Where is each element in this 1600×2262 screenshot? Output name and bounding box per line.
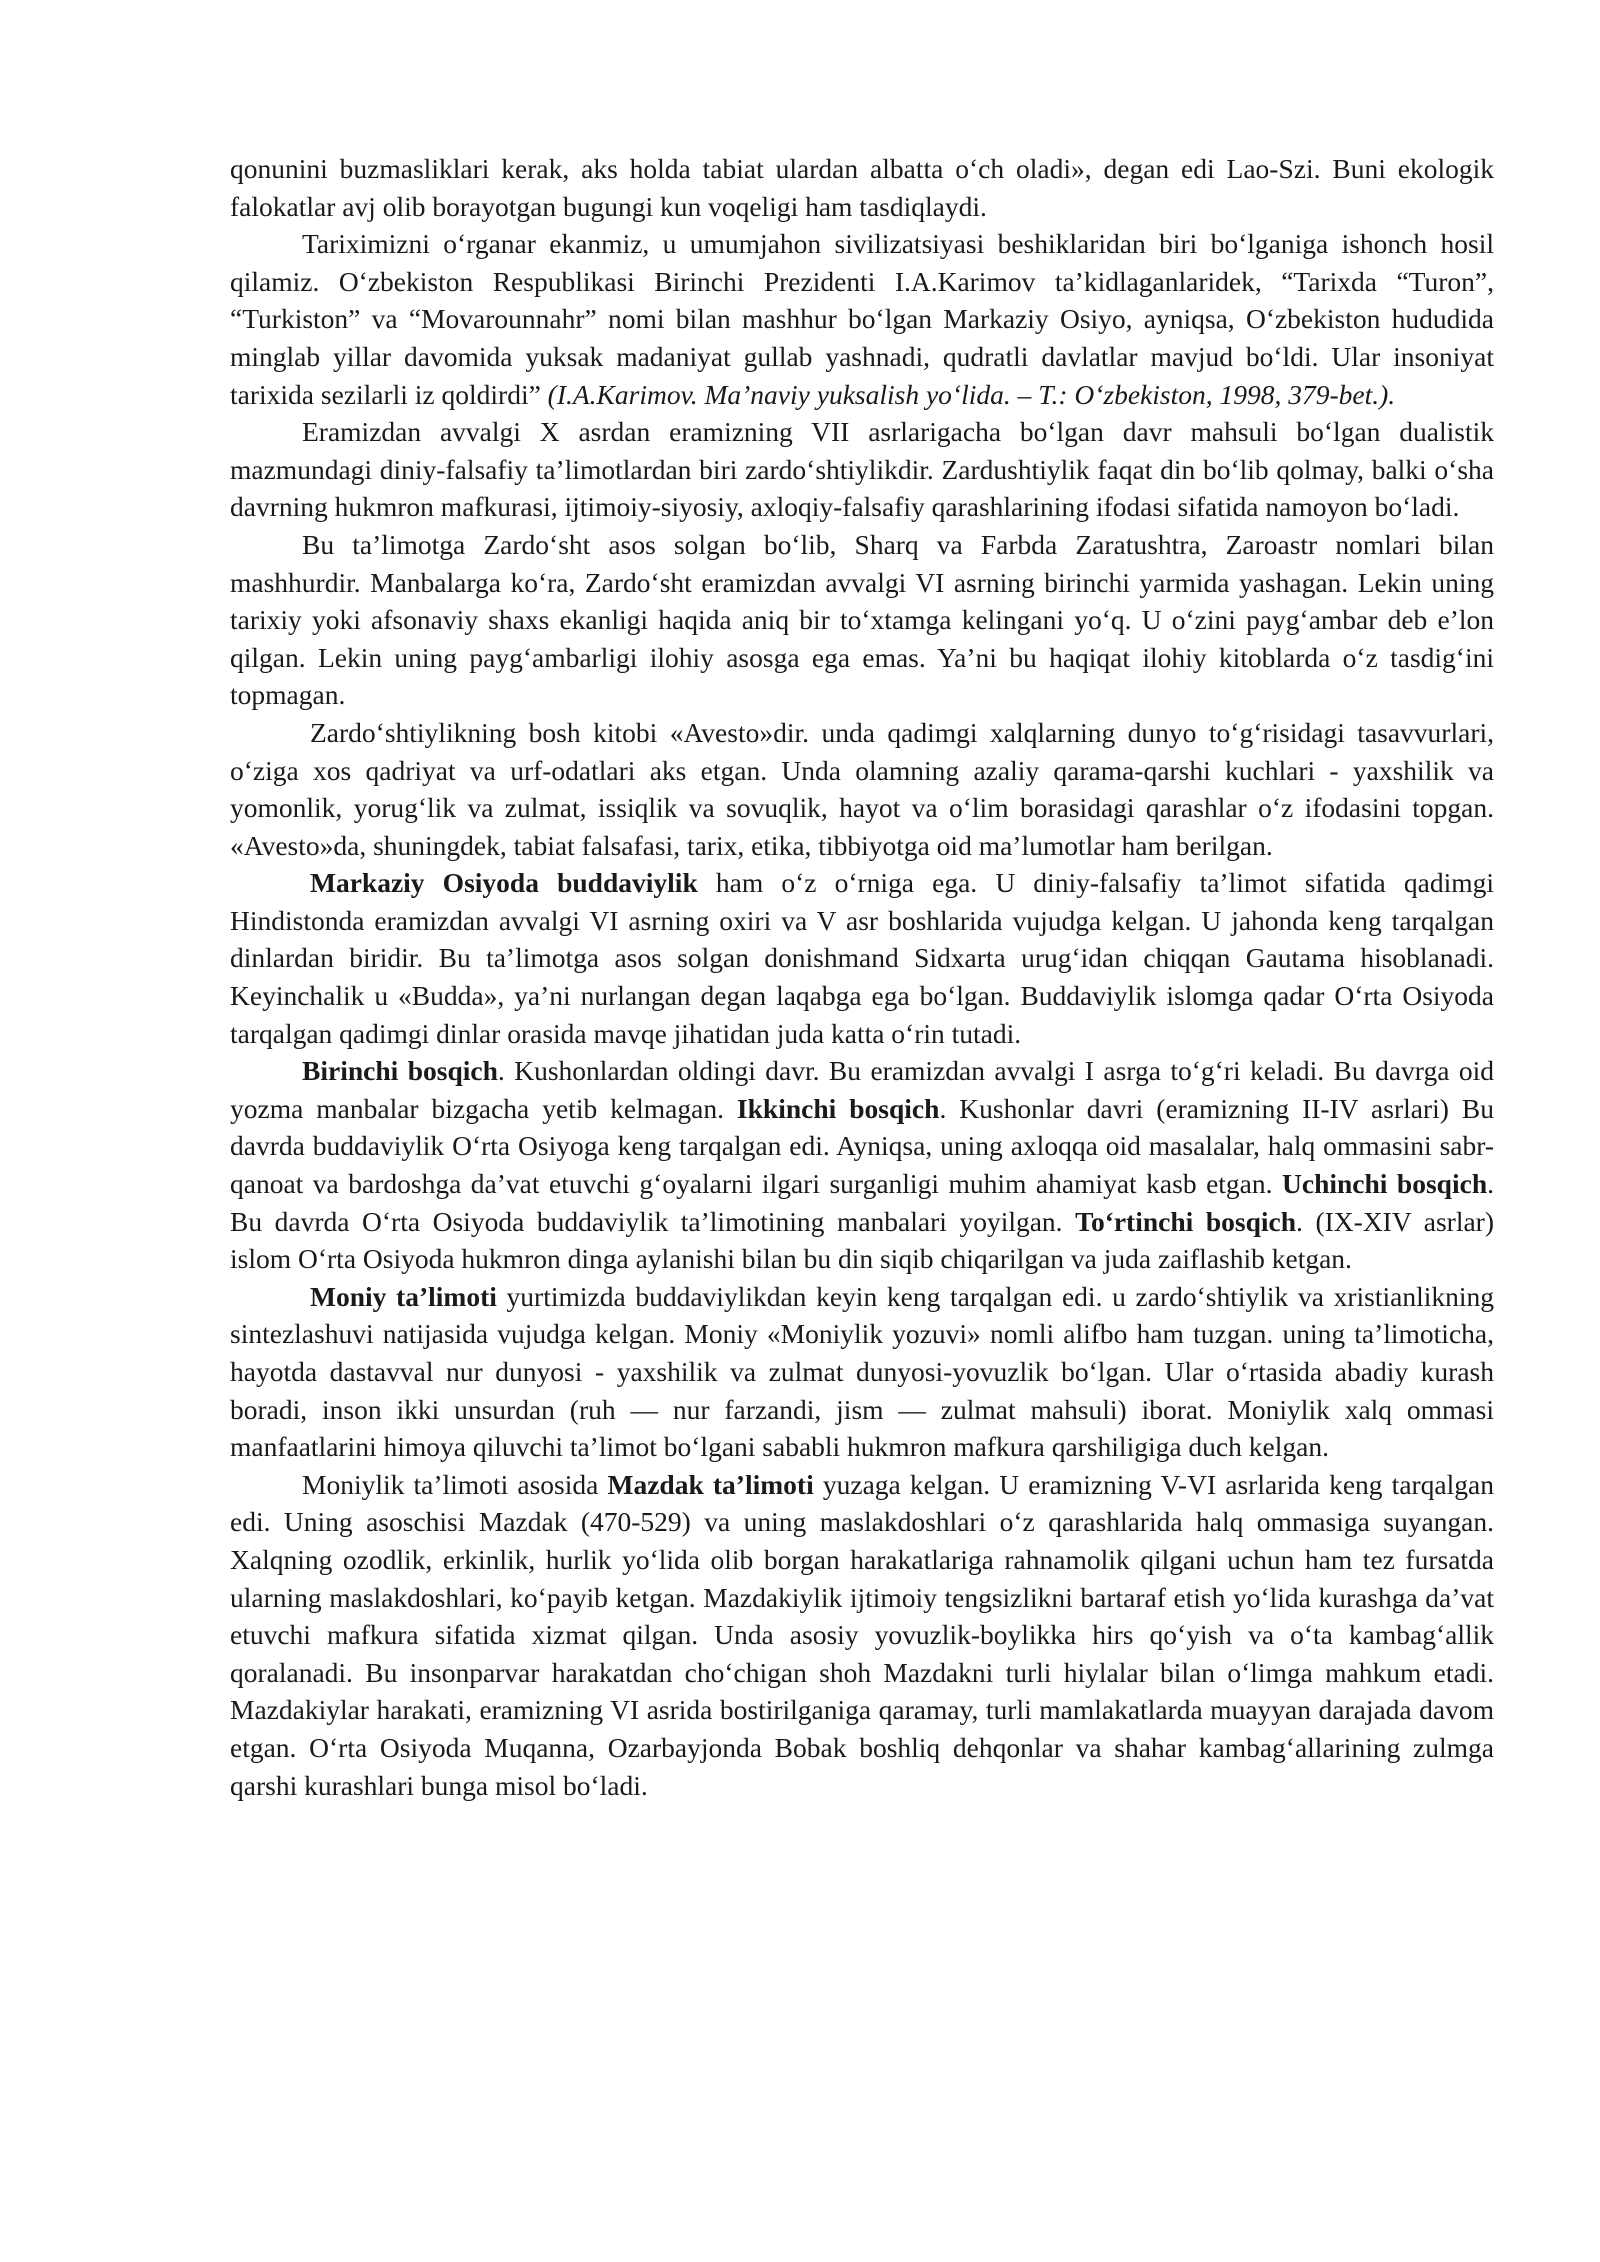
paragraph-text: ham o‘z o‘rniga ega. U diniy-falsafiy ta’limot sifatida qadimgi Hindistonda eramizdan avvalgi VI asrning oxiri va V asr boshlarida vujudga kelgan. U jahonda keng tarqalgan dinlardan biridir. Bu ta’limotga asos solgan donishmand Sidxarta urug‘idan chiqqan Gautama hisoblanadi. Keyinchalik u «Budda», ya’ni nurlangan degan laqabga ega bo‘lgan. Buddaviylik islomga qadar O‘rta Osiyoda tarqalgan qadimgi dinlar orasida mavqe jihatidan juda katta o‘rin tutadi. — [230, 867, 1494, 1049]
paragraph-3 — [230, 413, 1494, 526]
paragraph-7 — [230, 1052, 1494, 1278]
term-uchinchi-bosqich: Uchinchi bosqich — [1282, 1168, 1488, 1200]
paragraph-text: . Bu davrda O‘rta Osiyoda buddaviylik ta’limotining manbalari yoyilgan. — [230, 1168, 1494, 1237]
paragraph-text: . Kushonlar davri (eramizning II-IV asrlari) Bu davrda buddaviylik O‘rta Osiyoga keng tarqalgan edi. Ayniqsa, uning axloqqa oid masalalar, halq ommasini sabr-qanoat va bardoshga da’vat etuvchi g‘oyalarni ilgari surganligi muhim ahamiyat kasb etgan. — [230, 1092, 1494, 1200]
term-tortinchi-bosqich: To‘rtinchi bosqich — [1075, 1205, 1297, 1237]
term-buddaviylik: Markaziy Osiyoda buddaviylik — [310, 867, 698, 899]
paragraph-text: qonunini buzmasliklari kerak, aks holda tabiat ulardan albatta o‘ch oladi», degan edi Lao-Szi. Buni ekologik falokatlar avj olib borayotgan bugungi kun voqeligi ham tasdiqlaydi. — [230, 153, 1494, 222]
paragraph-text: Zardo‘shtiylikning bosh kitobi «Avesto»dir. unda qadimgi xalqlarning dunyo to‘g‘risidagi tasavvurlari, o‘ziga xos qadriyat va urf-odatlari aks etgan. Unda olamning azaliy qarama-qarshi kuchlari - yaxshilik va yomonlik, yorug‘lik va zulmat, issiqlik va sovuqlik, hayot va o‘lim borasidagi qarashlar o‘z ifodasini topgan. «Avesto»da, shuningdek, tabiat falsafasi, tarix, etika, tibbiyotga oid ma’lumotlar ham berilgan. — [230, 716, 1494, 861]
term-mazdak-talimoti: Mazdak ta’limoti — [607, 1468, 814, 1500]
paragraph-text: Eramizdan avvalgi X asrdan eramizning VII asrlarigacha bo‘lgan davr mahsuli bo‘lgan dualistik mazmundagi diniy-falsafiy ta’limotlardan biri zardo‘shtiylikdir. Zardushtiylik faqat din bo‘lib qolmay, balki o‘sha davrning hukmron mafkurasi, ijtimoiy-siyosiy, axloqiy-falsafiy qarashlarining ifodasi sifatida namoyon bo‘ladi. — [230, 416, 1494, 523]
paragraph-5 — [230, 714, 1494, 864]
paragraph-text: Bu ta’limotga Zardo‘sht asos solgan bo‘lib, Sharq va Farbda Zaratushtra, Zaroastr nomlari bilan mashhurdir. Manbalarga ko‘ra, Zardo‘sht eramizdan avvalgi VI asrning birinchi yarmida yashagan. Lekin uning tarixiy yoki afsonaviy shaxs ekanligi haqida aniq bir to‘xtamga kelingani yo‘q. U o‘zini payg‘ambar deb e’lon qilgan. Lekin uning payg‘ambarligi ilohiy asosga ega emas. Ya’ni bu haqiqat ilohiy kitoblarda o‘z tasdig‘ini topmagan. — [230, 528, 1494, 711]
term-moniy-talimoti: Moniy ta’limoti — [310, 1280, 497, 1312]
paragraph-6 — [230, 864, 1494, 1052]
document-page — [230, 150, 1494, 1804]
paragraph-1 — [230, 150, 1494, 225]
citation: (I.A.Karimov. Ma’naviy yuksalish yo‘lida. – T.: O‘zbekiston, 1998, 379-bet.). — [547, 378, 1396, 410]
paragraph-text: . Kushonlardan oldingi davr. Bu eramizdan avvalgi I asrga to‘g‘ri keladi. Bu davrga oid yozma manbalar bizgacha yetib kelmagan. — [230, 1055, 1494, 1124]
paragraph-text: . (IX-XIV asrlar) islom O‘rta Osiyoda hukmron dinga aylanishi bilan bu din siqib chiqarilgan va juda zaiflashib ketgan. — [230, 1205, 1494, 1275]
paragraph-2 — [230, 225, 1494, 413]
paragraph-text: yurtimizda buddaviylikdan keyin keng tarqalgan edi. u zardo‘shtiylik va xristianlikning sintezlashuvi natijasida vujudga kelgan. Moniy «Moniylik yozuvi» nomli alifbo ham tuzgan. uning ta’limoticha, hayotda dastavval nur dunyosi - yaxshilik va zulmat dunyosi-yovuzlik bo‘lgan. Ular o‘rtasida abadiy kurash boradi, inson ikki unsurdan (ruh — nur farzandi, jism — zulmat mahsuli) iborat. Moniylik xalq ommasi manfaatlarini himoya qiluvchi ta’limot bo‘lgani sababli hukmron mafkura qarshiligiga duch kelgan. — [230, 1280, 1494, 1463]
term-ikkinchi-bosqich: Ikkinchi bosqich — [736, 1092, 940, 1124]
paragraph-8 — [230, 1278, 1494, 1466]
paragraph-text: yuzaga kelgan. U eramizning V-VI asrlarida keng tarqalgan edi. Uning asoschisi Mazdak (470-529) va uning maslakdoshlari o‘z qarashlarida halq ommasiga suyangan. Xalqning ozodlik, erkinlik, hurlik yo‘lida olib borgan harakatlariga rahnamolik qilgani uchun ham tez fursatda ularning maslakdoshlari, ko‘payib ketgan. Mazdakiylik ijtimoiy tengsizlikni bartaraf etish yo‘lida kurashga da’vat etuvchi mafkura sifatida xizmat qilgan. Unda asosiy yovuzlik-boylikka hirs qo‘yish va o‘ta kambag‘allik qoralanadi. Bu insonparvar harakatdan cho‘chigan shoh Mazdakni turli hiylalar bilan o‘limga mahkum etadi. Mazdakiylar harakati, eramizning VI asrida bostirilganiga qaramay, turli mamlakatlarda muayyan darajada davom etgan. O‘rta Osiyoda Muqanna, Ozarbayjonda Bobak boshliq dehqonlar va shahar kambag‘allarining zulmga qarshi kurashlari bunga misol bo‘ladi. — [230, 1468, 1494, 1801]
paragraph-9 — [230, 1466, 1494, 1804]
paragraph-text: Moniylik ta’limoti asosida — [302, 1468, 608, 1500]
paragraph-4 — [230, 526, 1494, 714]
paragraph-text: Tariximizni o‘rganar ekanmiz, u umumjahon sivilizatsiyasi beshiklaridan biri bo‘lganiga ishonch hosil qilamiz. O‘zbekiston Respublikasi Birinchi Prezidenti I.A.Karimov ta’kidlaganlaridek, “Tarixda “Turon”, “Turkiston” va “Movarounnahr” nomi bilan mashhur bo‘lgan Markaziy Osiyo, ayniqsa, O‘zbekiston hududida minglab yillar davomida yuksak madaniyat gullab yashnadi, qudratli davlatlar mavjud bo‘ldi. Ular insoniyat tarixida sezilarli iz qoldirdi” — [230, 228, 1494, 410]
term-birinchi-bosqich: Birinchi bosqich — [302, 1055, 498, 1087]
